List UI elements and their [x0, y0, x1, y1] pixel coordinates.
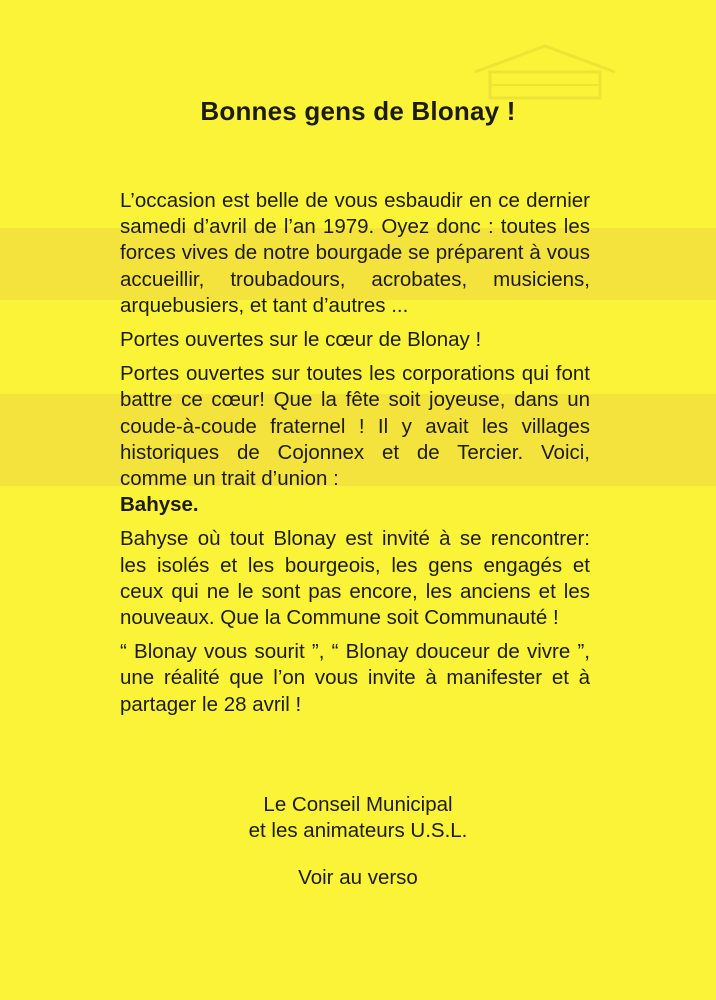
- paragraph: Portes ouvertes sur le cœur de Blonay !: [120, 328, 482, 352]
- letter-body: [120, 188, 590, 726]
- paragraph: L’occasion est belle de vous esbaudir en ce dernier samedi d’avril de l’an 1979. Oyez donc : toutes les forces vives de notre bourgade se préparent à vous accueillir, troubadours, acrobates, musiciens, arquebusiers, et tant d’autres ...: [120, 189, 590, 317]
- show-through-illustration: [470, 42, 620, 102]
- paragraph: Bahyse où tout Blonay est invité à se rencontrer: les isolés et les bourgeois, les gens engagés et ceux qui ne le sont pas encore, les anciens et les nouveaux. Que la Commune soit Communauté !: [120, 527, 590, 630]
- signature-line: Le Conseil Municipal: [263, 793, 453, 816]
- paragraph: Portes ouvertes sur toutes les corporations qui font battre ce cœur! Que la fête soit joyeuse, dans un coude-à-coude fraternel ! Il y avait les villages historiques de Cojonnex et de Tercier. Voici, comme un trait d’union :: [120, 362, 590, 491]
- paragraph: “ Blonay vous sourit ”, “ Blonay douceur de vivre ”, une réalité que l’on vous invite à manifester et à partager le 28 avril !: [120, 640, 590, 716]
- footer-note: Voir au verso: [298, 866, 418, 889]
- signature-block: [0, 792, 716, 844]
- signature-line: et les animateurs U.S.L.: [248, 819, 468, 842]
- page-title: Bonnes gens de Blonay !: [200, 96, 516, 126]
- paragraph-bold: Bahyse.: [120, 493, 199, 517]
